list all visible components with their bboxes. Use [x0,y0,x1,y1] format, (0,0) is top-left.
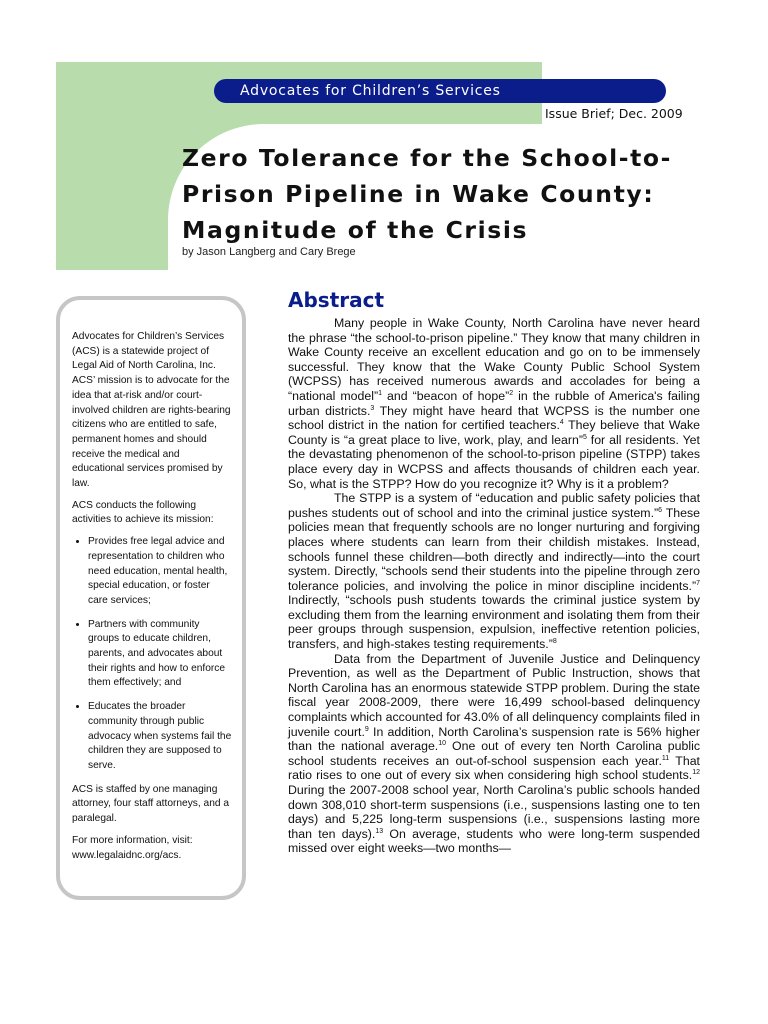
sidebar-activities-lead: ACS conducts the following activities to achieve its mission: [72,499,214,526]
footnote-ref[interactable]: 10 [438,740,447,748]
sidebar-staff: ACS is staffed by one managing attorney, four staff attorneys, and a paralegal. [72,783,230,825]
issue-date: Issue Brief; Dec. 2009 [545,106,683,121]
footnote-ref[interactable]: 5 [582,433,587,441]
sidebar-bullet-list [72,535,232,774]
footnote-ref[interactable]: 11 [661,754,670,762]
sidebar-bullet: • Provides free legal advice and representation to children who need education, mental health, special education, or foster care services; [88,535,232,609]
banner-text: Advocates for Children’s Services [240,83,501,99]
abstract-heading: Abstract [288,288,385,312]
footnote-ref[interactable]: 12 [692,769,700,777]
abstract-paragraph: Many people in Wake County, North Carolina have never heard the phrase “the school-to-prison pipeline.” They know that many children in Wake County receive an excellent education and go on to be immensely successful. They know that the Wake County Public School System (WCPSS) has received numerous awards and accolades for being a “national model”$^1$ and “beacon of hope”$^2$ in the rubble of America's failing urban districts.$^3$ They might have heard that WCPSS is the number one school district in the nation for certified teachers.$^4$ They believe that Wake County is “a great place to live, work, play, and learn”$^5$ for all residents. Yet the devastating phenomenon of the school-to-prison pipeline (STPP) takes place every day in WCPSS and affects thousands of children each year. So, what is the STPP? How do you recognize it? Why is it a problem? [288,316,701,491]
footnote-ref[interactable]: 2 [509,389,514,397]
footnote-ref[interactable]: 4 [559,419,564,427]
footnote-ref[interactable]: 6 [658,506,663,514]
abstract-body [288,316,700,856]
sidebar-more-info: For more information, visit: www.legalaidnc.org/acs. [72,834,193,861]
footnote-ref[interactable]: 13 [375,827,384,835]
abstract-paragraph: The STPP is a system of “education and public safety policies that pushes students out of school and into the criminal justice system.”$^6$ These policies mean that frequently schools are no longer nurturing and forgiving places where students can learn from their childish mistakes. Instead, schools funnel these children—both directly and indirectly—into the court system. Directly, “schools send their students into the pipeline through zero tolerance policies, and involving the police in minor discipline incidents.”$^7$ Indirectly, “schools push students towards the criminal justice system by excluding them from the learning environment and isolating them from their peer groups through suspension, expulsion, ineffective retention policies, transfers, and high-stakes testing requirements.”$^8$ [288,491,701,652]
footnote-ref[interactable]: 8 [552,637,557,645]
footnote-ref[interactable]: 1 [378,389,383,397]
sidebar-intro: Advocates for Children’s Services (ACS) is a statewide project of Legal Aid of North Carolina, Inc. ACS’ mission is to advocate for the idea that at-risk and/or court-involved children are rights-bearing citizens who are entitled to safe, permanent homes and should receive the medical and educational services promised by law. [72,331,231,490]
abstract-paragraph: Data from the Department of Juvenile Justice and Delinquency Prevention, as well as the Department of Public Instruction, shows that North Carolina has an enormous statewide STPP problem. During the state fiscal year 2008-2009, there were 16,499 school-based delinquency complaints which accounted for 43.0% of all delinquency complaints filed in juvenile court.$^9$ In addition, North Carolina’s suspension rate is 56% higher than the national average.$^{10}$ One out of every ten North Carolina public school students receives an out-of-school suspension each year.$^{11}$ That ratio rises to one out of every six when considering high school students.$^{12}$ During the 2007-2008 school year, North Carolina’s public schools handed down 308,010 short-term suspensions (i.e., suspensions lasting one to ten days) and 5,225 long-term suspensions (i.e., suspensions lasting more than ten days).$^{13}$ On average, students who were long-term suspended missed over eight weeks—two months— [288,651,700,856]
footnote-ref[interactable]: 3 [370,404,375,412]
sidebar-bullet: • Partners with community groups to educate children, parents, and advocates about their rights and how to enforce them effectively; and [88,618,232,692]
footnote-ref[interactable]: 9 [364,725,369,733]
sidebar-bullet: • Educates the broader community through public advocacy when systems fail the children they are supposed to serve. [88,700,232,774]
sidebar-box [56,296,246,900]
byline: by Jason Langberg and Cary Brege [182,246,356,258]
organization-banner [214,79,666,103]
footnote-ref[interactable]: 7 [696,579,700,587]
document-title: Zero Tolerance for the School-to-Prison Pipeline in Wake County: Magnitude of the Crisis [182,144,673,244]
